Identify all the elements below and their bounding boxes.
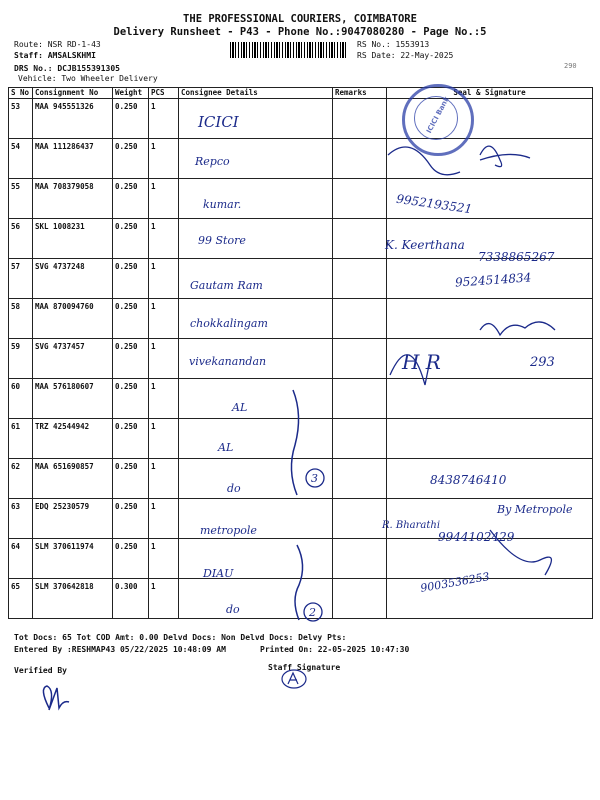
row-consignment-no: MAA 576180607 — [33, 379, 113, 419]
row-pcs: 1 — [149, 459, 179, 499]
row-weight: 0.250 — [113, 99, 149, 139]
row-sno: 56 — [9, 219, 33, 259]
staff-signature — [280, 668, 310, 690]
row-consignment-no: SLM 370611974 — [33, 539, 113, 579]
group-count-mark: 2 — [309, 606, 316, 619]
row-sno: 64 — [9, 539, 33, 579]
barcode-image — [230, 42, 348, 58]
row-sno: 54 — [9, 139, 33, 179]
row-weight: 0.250 — [113, 499, 149, 539]
row-pcs: 1 — [149, 539, 179, 579]
signature-name: K. Keerthana — [385, 238, 465, 252]
staff-label: Staff: AMSALSKHMI — [14, 51, 96, 60]
staff-signature-label: Staff Signature — [268, 663, 341, 672]
row-weight: 0.250 — [113, 219, 149, 259]
row-consignment-no: MAA 945551326 — [33, 99, 113, 139]
row-consignment-no: EDQ 25230579 — [33, 499, 113, 539]
col-weight-header: Weight — [113, 88, 149, 99]
handwritten-consignee: Gautam Ram — [190, 279, 263, 292]
row-sno: 59 — [9, 339, 33, 379]
handwritten-consignee: AL — [232, 401, 248, 414]
col-consignment-header: Consignment No — [33, 88, 113, 99]
handwritten-consignee: do — [226, 603, 240, 616]
row-weight: 0.250 — [113, 179, 149, 219]
row-pcs: 1 — [149, 419, 179, 459]
row-weight: 0.250 — [113, 379, 149, 419]
corner-mark: 290 — [564, 62, 577, 70]
bank-seal-stamp: ICICI Bank — [402, 84, 474, 156]
row-consignment-no: SVG 4737248 — [33, 259, 113, 299]
drs-label: DRS No.: DCJB155391305 — [14, 64, 120, 73]
row-consignment-no: TRZ 42544942 — [33, 419, 113, 459]
signature-phone: 7338865267 — [478, 250, 555, 264]
handwritten-consignee: do — [227, 482, 241, 495]
col-remarks-header: Remarks — [333, 88, 387, 99]
col-consignee-header: Consignee Details — [179, 88, 333, 99]
table-header-row — [9, 88, 593, 99]
row-consignment-no: MAA 111286437 — [33, 139, 113, 179]
row-sno: 63 — [9, 499, 33, 539]
row-pcs: 1 — [149, 339, 179, 379]
row-pcs: 1 — [149, 179, 179, 219]
signature-mark: 293 — [530, 355, 555, 370]
entered-by: Entered By :RESHMAP43 05/22/2025 10:48:09 AM — [14, 645, 226, 654]
row-consignment-no: MAA 708379058 — [33, 179, 113, 219]
handwritten-consignee: DIAU — [203, 567, 234, 580]
row-pcs: 1 — [149, 139, 179, 179]
row-weight: 0.250 — [113, 339, 149, 379]
row-consignment-no: MAA 870094760 — [33, 299, 113, 339]
row-sno: 62 — [9, 459, 33, 499]
handwritten-consignee: AL — [218, 441, 234, 454]
route-label: Route: NSR RD-1-43 — [14, 40, 101, 49]
row-consignment-no: SLM 370642818 — [33, 579, 113, 619]
row-sno: 60 — [9, 379, 33, 419]
runsheet-subtitle: Delivery Runsheet - P43 - Phone No.:9047080280 - Page No.:5 — [113, 26, 487, 38]
row-weight: 0.250 — [113, 139, 149, 179]
row-weight: 0.250 — [113, 299, 149, 339]
row-weight: 0.250 — [113, 259, 149, 299]
row-pcs: 1 — [149, 499, 179, 539]
vehicle-label: Vehicle: Two Wheeler Delivery — [18, 74, 158, 83]
handwritten-consignee: vivekanandan — [189, 355, 267, 368]
handwritten-consignee: kumar. — [203, 198, 242, 211]
row-pcs: 1 — [149, 579, 179, 619]
row-weight: 0.250 — [113, 419, 149, 459]
col-pcs-header: PCS — [149, 88, 179, 99]
row-pcs: 1 — [149, 259, 179, 299]
group-count-mark: 3 — [311, 472, 318, 485]
handwritten-consignee: metropole — [200, 524, 257, 537]
totals-line: Tot Docs: 65 Tot COD Amt: 0.00 Delvd Docs: Non Delvd Docs: Delvy Pts: — [14, 633, 347, 642]
row-sno: 55 — [9, 179, 33, 219]
signature-phone: 9524514834 — [454, 270, 532, 290]
signature-initials: H R — [402, 350, 441, 374]
rs-date: RS Date: 22-May-2025 — [357, 51, 454, 60]
row-sno: 53 — [9, 99, 33, 139]
row-consignment-no: MAA 651690857 — [33, 459, 113, 499]
rs-number: RS No.: 1553913 — [357, 40, 430, 49]
col-signature-header: Seal & Signature — [387, 88, 593, 99]
handwritten-consignee: 99 Store — [198, 234, 246, 247]
row-pcs: 1 — [149, 299, 179, 339]
row-consignment-no: SKL 1008231 — [33, 219, 113, 259]
signature-scribbles — [370, 130, 592, 610]
row-consignment-no: SVG 4737457 — [33, 339, 113, 379]
row-sno: 57 — [9, 259, 33, 299]
signature-phone: 8438746410 — [430, 473, 507, 487]
signature-phone: 9944102429 — [438, 530, 515, 544]
handwritten-consignee: ICICI — [198, 113, 239, 131]
row-pcs: 1 — [149, 99, 179, 139]
printed-on: Printed On: 22-05-2025 10:47:30 — [260, 645, 410, 654]
handwritten-consignee: chokkalingam — [190, 317, 268, 330]
row-pcs: 1 — [149, 219, 179, 259]
row-weight: 0.300 — [113, 579, 149, 619]
handwritten-consignee: Repco — [195, 155, 230, 168]
signature-name: By Metropole — [497, 503, 573, 516]
row-weight: 0.250 — [113, 539, 149, 579]
signature-phone: 9952193521 — [395, 191, 473, 217]
row-sno: 58 — [9, 299, 33, 339]
col-sno-header: S No — [9, 88, 33, 99]
row-sno: 65 — [9, 579, 33, 619]
row-weight: 0.250 — [113, 459, 149, 499]
company-title: THE PROFESSIONAL COURIERS, COIMBATORE — [183, 13, 417, 25]
row-pcs: 1 — [149, 379, 179, 419]
signature-phone: 9003536253 — [419, 570, 491, 595]
row-sno: 61 — [9, 419, 33, 459]
row-consignee-cell — [179, 179, 333, 219]
signature-name: R. Bharathi — [382, 520, 441, 531]
verifier-signature — [35, 680, 75, 715]
verified-by-label: Verified By — [14, 666, 67, 675]
grouping-braces — [285, 385, 335, 635]
